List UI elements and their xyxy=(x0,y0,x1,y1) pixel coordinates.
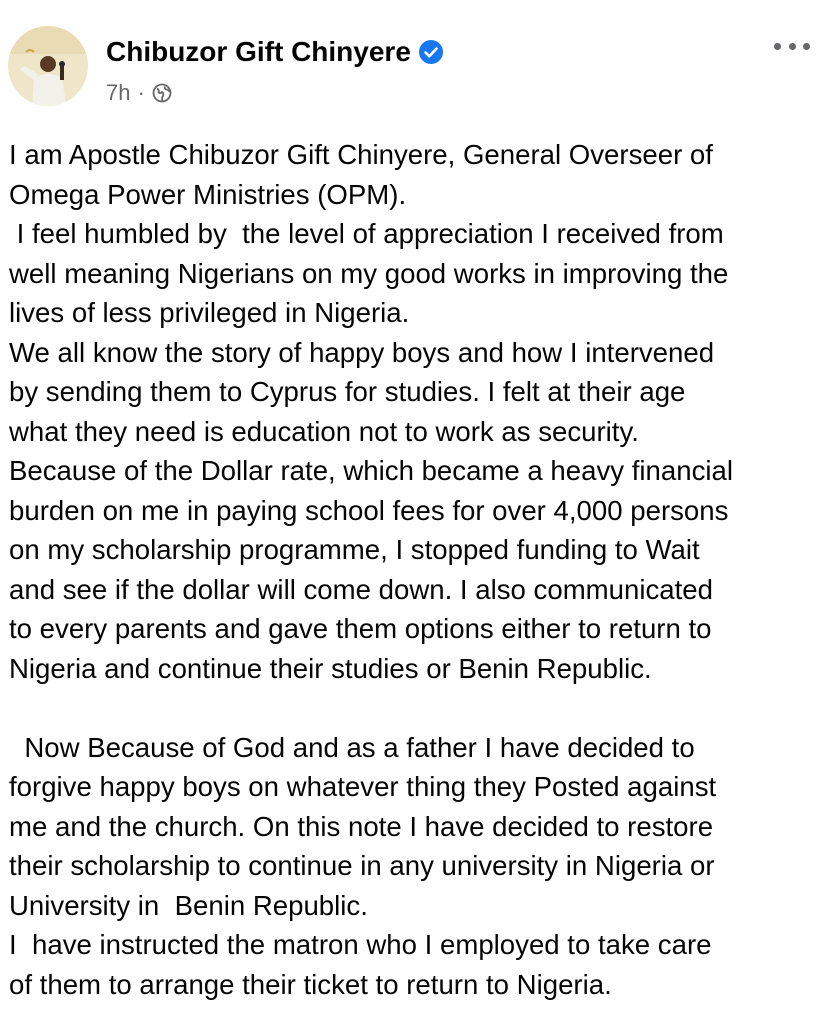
post-text-line: burden on me in paying school fees for over 4,000 persons xyxy=(9,494,729,526)
post-text-line: Nigeria and continue their studies or Benin Republic. xyxy=(9,652,652,684)
verified-badge-icon xyxy=(419,40,443,64)
meta-separator: · xyxy=(137,80,145,105)
globe-icon xyxy=(152,83,172,103)
avatar-image xyxy=(8,26,88,106)
post-text-line: University in Benin Republic. xyxy=(9,889,368,921)
more-dot-icon xyxy=(774,43,781,50)
post-body xyxy=(9,135,817,1004)
post-text-line: and see if the dollar will come down. I also communicated xyxy=(9,573,713,605)
more-options-button[interactable] xyxy=(774,34,810,58)
post-text-line: We all know the story of happy boys and how I intervened xyxy=(9,336,715,368)
post-text-line: forgive happy boys on whatever thing they Posted against xyxy=(9,771,717,802)
post-text-line: I have instructed the matron who I employed to take care xyxy=(9,929,712,960)
avatar[interactable] xyxy=(8,26,88,106)
post-text-line: Now Because of God and as a father I have decided to xyxy=(9,731,695,763)
post-text-line: by sending them to Cyprus for studies. I felt at their age xyxy=(9,376,686,407)
author-row xyxy=(106,32,443,72)
post-header xyxy=(0,0,820,120)
post-meta xyxy=(106,78,172,108)
post-text-line: I am Apostle Chibuzor Gift Chinyere, General Overseer of xyxy=(9,139,713,170)
post-text-line: Omega Power Ministries (OPM). xyxy=(9,178,407,210)
more-dot-icon xyxy=(789,43,796,50)
post-timestamp[interactable]: 7h xyxy=(106,80,131,105)
post-text-blank-line xyxy=(9,688,817,728)
author-name[interactable]: Chibuzor Gift Chinyere xyxy=(106,36,411,67)
post-text-line: their scholarship to continue in any university in Nigeria or xyxy=(9,850,715,881)
post-text-line: on my scholarship programme, I stopped funding to Wait xyxy=(9,534,700,565)
post-text-line: I feel humbled by the level of appreciation I received from xyxy=(9,218,724,249)
post-text-line: to every parents and gave them options either to return to xyxy=(9,613,712,644)
more-dot-icon xyxy=(803,43,810,50)
post-text-line: of them to arrange their ticket to return to Nigeria. xyxy=(9,968,612,1000)
post-text-line: well meaning Nigerians on my good works in improving the xyxy=(9,257,729,289)
post-text-line: lives of less privileged in Nigeria. xyxy=(9,297,410,328)
post-text-line: me and the church. On this note I have decided to restore xyxy=(9,810,714,842)
post-text-line: what they need is education not to work as security. xyxy=(9,415,639,447)
post-text-line: Because of the Dollar rate, which became a heavy financial xyxy=(9,455,733,486)
